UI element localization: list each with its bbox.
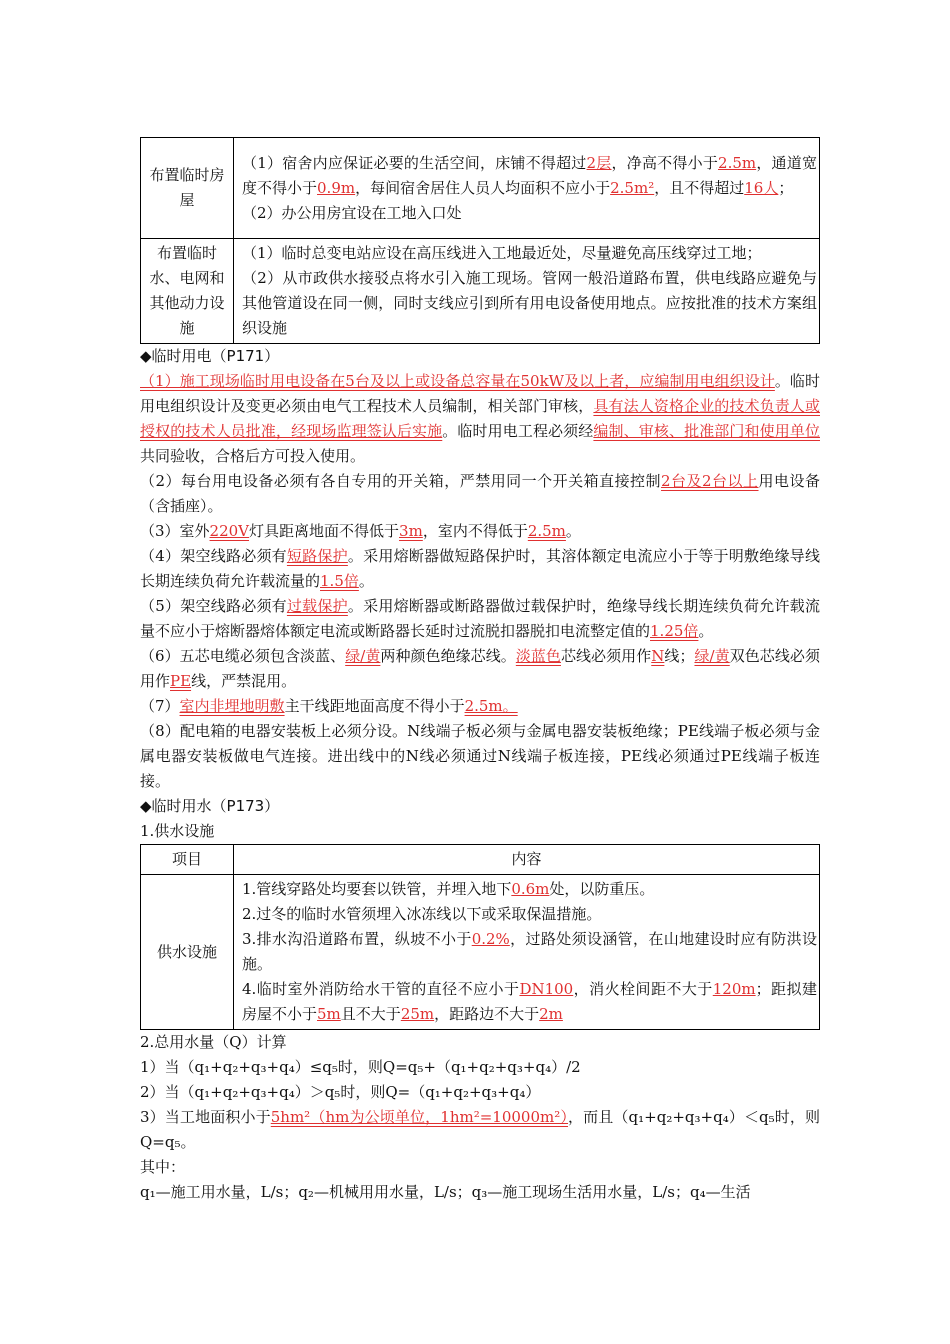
highlight: 5hm²（hm为公顷单位，1hm²=10000m²）	[270, 1108, 569, 1126]
text: 3.排水沟沿道路布置，纵坡不小于	[242, 930, 472, 948]
highlight: N	[651, 647, 665, 665]
highlight: 编制、审核、批准部门和使用单位	[593, 422, 820, 440]
text: （2）办公用房宜设在工地入口处	[242, 203, 462, 222]
paragraph	[140, 544, 820, 594]
formula	[140, 1105, 820, 1155]
text: ，而且（q₁+q₂+q₃+q₄）＜q₅时，则Q=q₅。	[140, 1108, 820, 1151]
paragraph	[140, 519, 820, 544]
highlight: 16人	[744, 178, 779, 197]
highlight: 2.5m	[527, 522, 566, 540]
text: 双色芯线必须用作	[140, 647, 820, 690]
text: 。临时用电工程必须经	[442, 422, 594, 440]
highlight: 2层	[586, 153, 612, 172]
section-heading: ◆临时用电（P171）	[140, 347, 280, 365]
highlight: 1.5倍	[320, 572, 359, 590]
highlight: 淡蓝色	[515, 647, 561, 665]
highlight: 绿/黄	[345, 647, 381, 665]
column-header: 项目	[141, 845, 234, 875]
text: 且不大于	[340, 1005, 401, 1023]
highlight: 2台及2台以上	[661, 472, 759, 490]
highlight: PE	[170, 672, 192, 690]
document-page	[140, 137, 820, 1205]
text: 共同验收，合格后方可投入使用。	[140, 447, 366, 465]
row-content	[234, 138, 820, 239]
paragraph	[140, 369, 820, 469]
highlight: 25m	[400, 1005, 435, 1023]
highlight: 过载保护	[286, 597, 348, 615]
highlight: 5m	[317, 1005, 341, 1023]
text: ，消火栓间距不大于	[573, 980, 713, 998]
text: 。	[358, 572, 374, 590]
table-header-row	[141, 845, 820, 875]
text: （5）架空线路必须有	[140, 597, 287, 615]
table-row	[141, 239, 820, 344]
highlight: 具有法人资格企业的技术负责人或授权的技术人员批准，经现场监理签认后实施	[140, 397, 820, 440]
sub-heading: 1.供水设施	[140, 822, 215, 840]
paragraph: （8）配电箱的电器安装板上必须分设。N线端子板必须与金属电器安装板绝缘；PE线端子板必须与金属电器安装板做电气连接。进出线中的N线必须通过N线端子板连接，PE线必须通过PE线端子板连接。	[140, 722, 820, 790]
text: 。临时用电组织设计及变更必须由电气工程技术人员编制，相关部门审核，	[140, 372, 820, 415]
text: 4.临时室外消防给水干管的直径不应小于	[242, 980, 520, 998]
text: （1）宿舍内应保证必要的生活空间，床铺不得超过	[242, 153, 587, 172]
text: （1）临时总变电站应设在高压线进入工地最近处，尽量避免高压线穿过工地；	[242, 244, 762, 262]
row-label: 供水设施	[141, 875, 234, 1030]
table-row	[141, 138, 820, 239]
text: ，室内不得低于	[422, 522, 528, 540]
text: 灯具距离地面不得低于	[249, 522, 400, 540]
text: 3）当工地面积小于	[140, 1108, 271, 1126]
highlight: （1）施工现场临时用电设备在5台及以上或设备总容量在50kW及以上者，应编制用电组织设计	[140, 372, 775, 390]
section-heading: ◆临时用水（P173）	[140, 797, 280, 815]
highlight: DN100	[519, 980, 574, 998]
text: ，距路边不大于	[434, 1005, 540, 1023]
highlight: 3m	[399, 522, 423, 540]
paragraph: q₁—施工用水量，L/s；q₂—机械用用水量，L/s；q₃—施工现场生活用水量，L/s；q₄—生活	[140, 1183, 751, 1201]
text: 芯线必须用作	[560, 647, 652, 665]
text: 线，严禁混用。	[191, 672, 297, 690]
paragraph	[140, 694, 820, 719]
text: 线；	[664, 647, 695, 665]
highlight: 0.9m	[317, 178, 356, 197]
sub-heading: 2.总用水量（Q）计算	[140, 1033, 287, 1051]
formula: 2）当（q₁+q₂+q₃+q₄）＞q₅时，则Q=（q₁+q₂+q₃+q₄）	[140, 1083, 541, 1101]
text: （3）室外	[140, 522, 210, 540]
text: （4）架空线路必须有	[140, 547, 287, 565]
text: 2.过冬的临时水管须埋入冰冻线以下或采取保温措施。	[242, 905, 602, 923]
text: ，每间宿舍居住人员人均面积不应小于	[355, 178, 611, 197]
highlight: 0.2%	[471, 930, 510, 948]
column-header: 内容	[234, 845, 820, 875]
text: 。	[698, 622, 714, 640]
highlight: 2.5m²	[610, 178, 655, 197]
text: 。	[565, 522, 581, 540]
formula: 1）当（q₁+q₂+q₃+q₄）≤q₅时，则Q=q₅+（q₁+q₂+q₃+q₄）/2	[140, 1058, 581, 1076]
text: 处，以防重压。	[549, 880, 655, 898]
row-content	[234, 239, 820, 344]
text: 两种颜色绝缘芯线。	[380, 647, 516, 665]
row-content	[234, 875, 820, 1030]
highlight: 绿/黄	[694, 647, 730, 665]
layout-table	[140, 137, 820, 344]
water-supply-table	[140, 844, 820, 1030]
text: 用电设备（含插座）。	[140, 472, 820, 515]
text: （6）五芯电缆必须包含淡蓝、	[140, 647, 346, 665]
paragraph	[140, 594, 820, 644]
row-label: 布置临时水、电网和其他动力设施	[141, 239, 234, 344]
row-label: 布置临时房屋	[141, 138, 234, 239]
highlight: 2.5m。	[464, 697, 518, 715]
table-row	[141, 875, 820, 1030]
highlight: 2.5m	[718, 153, 757, 172]
text: 。采用熔断器做短路保护时，其溶体额定电流应小于等于明敷绝缘导线长期连续负荷允许载流量的	[140, 547, 820, 590]
text: （2）从市政供水接驳点将水引入施工现场。管网一般沿道路布置，供电线路应避免与其他管道设在同一侧，同时支线应引到所有用电设备使用地点。应按批准的技术方案组织设施	[242, 269, 817, 337]
text: ；	[778, 178, 794, 197]
highlight: 220V	[209, 522, 250, 540]
text: ；距拟建房屋不小于	[242, 980, 817, 1023]
text: ，通道宽度不得小于	[242, 153, 817, 197]
highlight: 1.25倍	[650, 622, 699, 640]
text: ，且不得超过	[654, 178, 745, 197]
text: 主干线距地面高度不得小于	[284, 697, 465, 715]
text: （2）每台用电设备必须有各自专用的开关箱，严禁用同一个开关箱直接控制	[140, 472, 662, 490]
paragraph	[140, 469, 820, 519]
highlight: 0.6m	[511, 880, 550, 898]
highlight: 120m	[712, 980, 756, 998]
text: ，净高不得小于	[611, 153, 719, 172]
text: （7）	[140, 697, 180, 715]
text: 。采用熔断器或断路器做过载保护时，绝缘导线长期连续负荷允许载流量不应小于熔断器熔体额定电流或断路器长延时过流脱扣器脱扣电流整定值的	[140, 597, 820, 640]
highlight: 短路保护	[286, 547, 348, 565]
text: ，过路处须设涵管，在山地建设时应有防洪设施。	[242, 930, 817, 973]
highlight: 室内非埋地明敷	[179, 697, 285, 715]
paragraph: 其中：	[140, 1158, 186, 1176]
text: 1.管线穿路处均要套以铁管，并埋入地下	[242, 880, 512, 898]
highlight: 2m	[539, 1005, 563, 1023]
paragraph	[140, 644, 820, 694]
